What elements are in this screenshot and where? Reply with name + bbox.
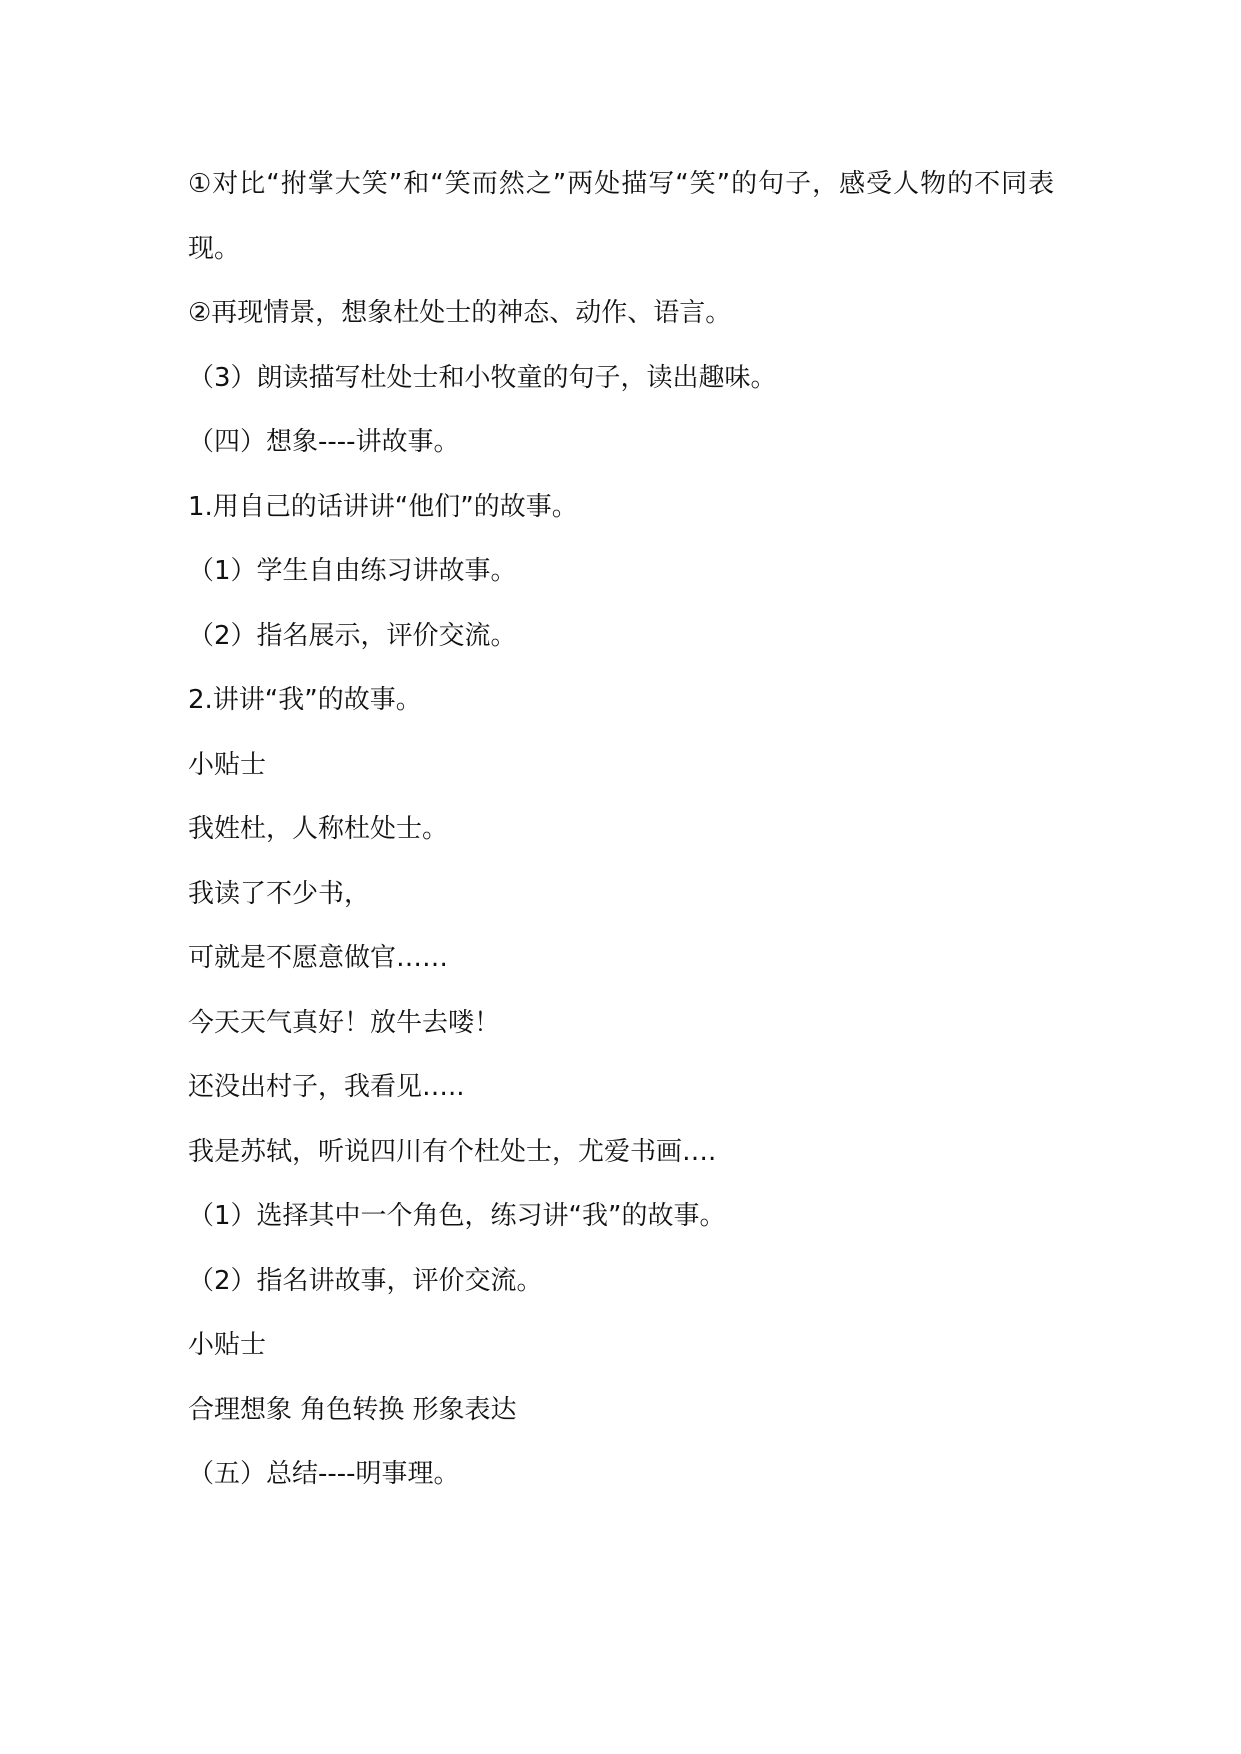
paragraph-name-tell: （2）指名讲故事，评价交流。	[188, 1265, 543, 1296]
tip-keywords: 合理想象 角色转换 形象表达	[188, 1394, 517, 1425]
paragraph-read-aloud: （3）朗读描写杜处士和小牧童的句子，读出趣味。	[188, 362, 777, 393]
document-body	[188, 152, 1068, 1507]
paragraph-tell-my-story: 2.讲讲“我”的故事。	[188, 685, 422, 715]
tip-line: 我读了不少书，	[188, 878, 371, 909]
paragraph-choose-role: （1）选择其中一个角色，练习讲“我”的故事。	[188, 1201, 726, 1231]
paragraph-free-practice: （1）学生自由练习讲故事。	[188, 556, 517, 586]
section-heading-imagine: （四）想象----讲故事。	[188, 427, 460, 457]
paragraph-compare-laugh: ①对比“拊掌大笑”和“笑而然之”两处描写“笑”的句子，感受人物的不同表	[188, 169, 1056, 199]
paragraph-tell-their-story: 1.用自己的话讲讲“他们”的故事。	[188, 491, 578, 522]
paragraph-show-evaluate: （2）指名展示，评价交流。	[188, 620, 517, 651]
section-heading-summary: （五）总结----明事理。	[188, 1459, 460, 1489]
tip-line: 可就是不愿意做官……	[188, 943, 449, 973]
tips-label: 小贴士	[188, 1330, 267, 1360]
paragraph-compare-laugh-cont: 现。	[188, 233, 241, 264]
tips-label: 小贴士	[188, 749, 267, 780]
tip-line: 我姓杜，人称杜处士。	[188, 814, 449, 844]
paragraph-reenact-scene: ②再现情景，想象杜处士的神态、动作、语言。	[188, 298, 732, 328]
tip-line: 还没出村子，我看见…..	[188, 1072, 465, 1102]
tip-line: 今天天气真好！放牛去喽！	[188, 1007, 501, 1038]
tip-line: 我是苏轼，听说四川有个杜处士，尤爱书画….	[188, 1136, 717, 1167]
